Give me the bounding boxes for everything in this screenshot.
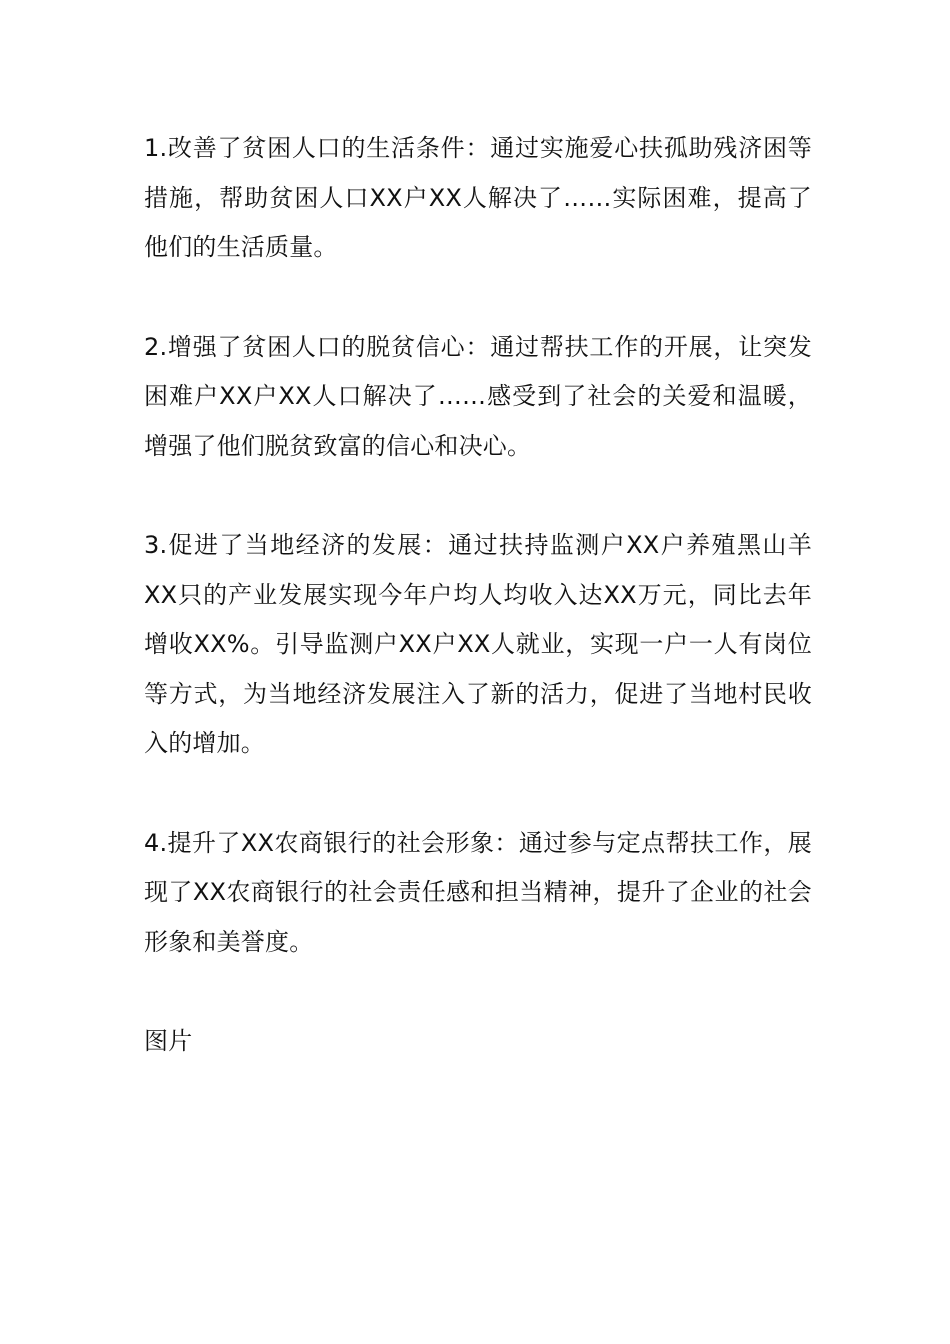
paragraph-4: 4.提升了XX农商银行的社会形象：通过参与定点帮扶工作，展现了XX农商银行的社会责任感和担当精神，提升了企业的社会形象和美誉度。 <box>144 828 812 956</box>
paragraph-3: 3.促进了当地经济的发展：通过扶持监测户XX户养殖黑山羊XX只的产业发展实现今年户均人均收入达XX万元，同比去年增收XX%。引导监测户XX户XX人就业，实现一户一人有岗位等方式，为当地经济发展注入了新的活力，促进了当地村民收入的增加。 <box>144 531 812 757</box>
paragraph-2: 2.增强了贫困人口的脱贫信心：通过帮扶工作的开展，让突发困难户XX户XX人口解决了……感受到了社会的关爱和温暖，增强了他们脱贫致富的信心和决心。 <box>144 332 812 460</box>
document-body <box>144 124 812 1067</box>
paragraph-1: 1.改善了贫困人口的生活条件：通过实施爱心扶孤助残济困等措施，帮助贫困人口XX户XX人解决了……实际困难，提高了他们的生活质量。 <box>144 134 812 261</box>
image-caption: 图片 <box>144 1027 193 1055</box>
